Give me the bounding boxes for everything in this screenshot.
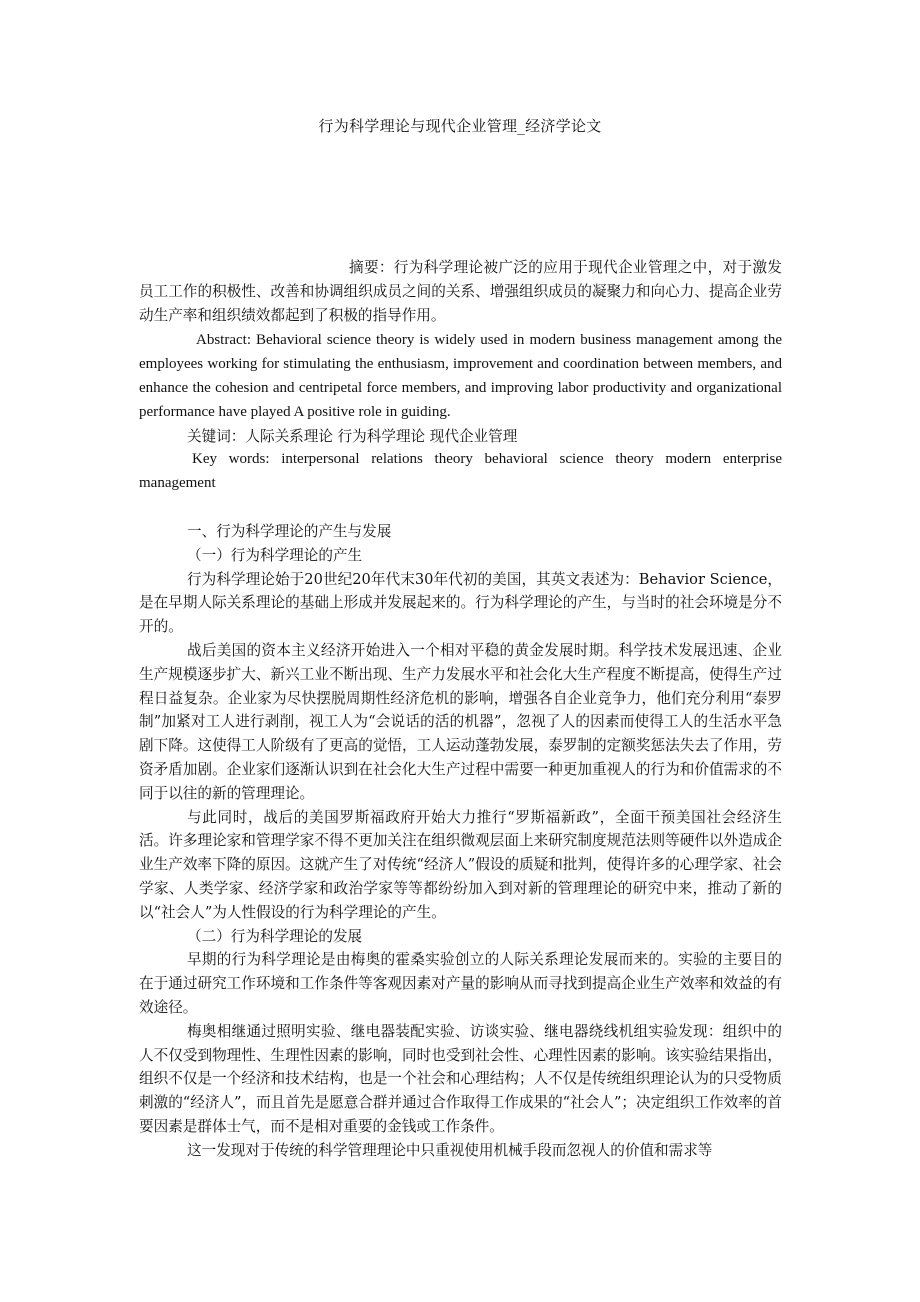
keywords-chinese: 关键词：人际关系理论 行为科学理论 现代企业管理 — [187, 427, 518, 445]
abstract-english: Abstract: Behavioral science theory is widely used in modern business management among the employees working for stimulating the enthusiasm, improvement and coordination between members, and enhance the cohesion and centripetal force members, and improving labor productivity and organizational performance have played A positive role in guiding. — [139, 332, 782, 420]
paragraph-3: 与此同时，战后的美国罗斯福政府开始大力推行“罗斯福新政”，全面干预美国社会经济生活。许多理论家和管理学家不得不更加关注在组织微观层面上来研究制度规范法则等硬件以外造成企业生产效率下降的原因。这就产生了对传统“经济人”假设的质疑和批判，使得许多的心理学家、社会学家、人类学家、经济学家和政治学家等等都纷纷加入到对新的管理理论的研究中来，推动了新的以“社会人”为人性假设的行为科学理论的产生。 — [139, 808, 782, 921]
paragraph-2: 战后美国的资本主义经济开始进入一个相对平稳的黄金发展时期。科学技术发展迅速、企业生产规模逐步扩大、新兴工业不断出现、生产力发展水平和社会化大生产程度不断提高，使得生产过程日益复杂。企业家为尽快摆脱周期性经济危机的影响，增强各自企业竞争力，他们充分利用“泰罗制”加紧对工人进行剥削，视工人为“会说话的活的机器”，忽视了人的因素而使得工人的生活水平急剧下降。这使得工人阶级有了更高的觉悟，工人运动蓬勃发展，泰罗制的定额奖惩法失去了作用，劳资矛盾加剧。企业家们逐渐认识到在社会化大生产过程中需要一种更加重视人的行为和价值需求的不同于以往的新的管理理论。 — [139, 641, 782, 802]
document-title: 行为科学理论与现代企业管理_经济学论文 — [318, 117, 602, 135]
paragraph-5: 梅奥相继通过照明实验、继电器装配实验、访谈实验、继电器绕线机组实验发现：组织中的人不仅受到物理性、生理性因素的影响，同时也受到社会性、心理性因素的影响。该实验结果指出，组织不仅是一个经济和技术结构，也是一个社会和心理结构；人不仅是传统组织理论认为的只受物质刺激的“经济人”，而且首先是愿意合群并通过合作取得工作成果的“社会人”；决定组织工作效率的首要因素是群体士气，而不是相对重要的金钱或工作条件。 — [139, 1022, 782, 1135]
keywords-english: Key words: interpersonal relations theory behavioral science theory modern enterprise management — [139, 451, 782, 492]
paragraph-1: 行为科学理论始于20世纪20年代末30年代初的美国，其英文表述为：Behavior Science，是在早期人际关系理论的基础上形成并发展起来的。行为科学理论的产生，与当时的社会环境是分不开的。 — [139, 570, 782, 636]
paragraph-6: 这一发现对于传统的科学管理理论中只重视使用机械手段而忽视人的价值和需求等 — [187, 1141, 713, 1159]
paragraph-4: 早期的行为科学理论是由梅奥的霍桑实验创立的人际关系理论发展而来的。实验的主要目的在于通过研究工作环境和工作条件等客观因素对产量的影响从而寻找到提高企业生产效率和效益的有效途径。 — [139, 951, 782, 1016]
subsection-heading-2: （二）行为科学理论的发展 — [187, 927, 363, 945]
section-heading-1: 一、行为科学理论的产生与发展 — [187, 522, 392, 540]
document-body — [139, 256, 782, 1162]
abstract-chinese: 摘要：行为科学理论被广泛的应用于现代企业管理之中，对于激发员工工作的积极性、改善和协调组织成员之间的关系、增强组织成员的凝聚力和向心力、提高企业劳动生产率和组织绩效都起到了积极的指导作用。 — [139, 259, 782, 324]
subsection-heading-1: （一）行为科学理论的产生 — [187, 546, 363, 564]
